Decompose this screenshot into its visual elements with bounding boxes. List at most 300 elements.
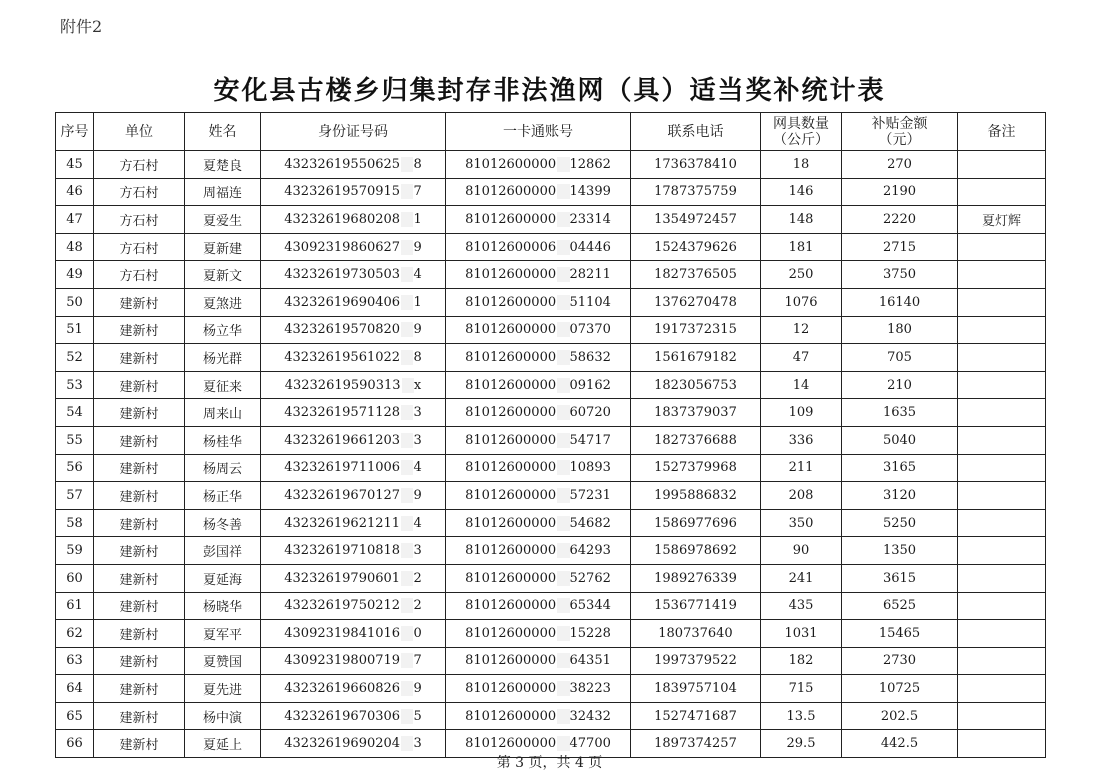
- redaction-mask: [401, 405, 413, 420]
- id-tail-part: 9: [413, 239, 422, 255]
- redaction-mask: [401, 598, 413, 613]
- card-tail-part: 64351: [569, 653, 611, 669]
- cell-phone: 1376270478: [631, 288, 761, 316]
- id-visible-part: 43232619710818: [284, 543, 401, 559]
- table-row: [56, 426, 1046, 454]
- cell-amount: 2220: [842, 206, 958, 234]
- cell-seq: 58: [56, 509, 94, 537]
- id-visible-part: 43232619670127: [284, 487, 401, 503]
- id-visible-part: 43232619690406: [284, 294, 401, 310]
- id-visible-part: 43232619550625: [284, 156, 401, 172]
- cell-name: 夏爱生: [185, 206, 261, 234]
- cell-unit: 建新村: [94, 675, 185, 703]
- page-footer: 第 3 页，共 4 页: [496, 755, 603, 771]
- cell-unit: 建新村: [94, 730, 185, 758]
- id-tail-part: 9: [413, 487, 422, 503]
- id-tail-part: 0: [413, 625, 422, 641]
- cell-qty: 211: [761, 454, 842, 482]
- cell-qty: 14: [761, 371, 842, 399]
- table-row: [56, 151, 1046, 179]
- cell-amount: 3120: [842, 482, 958, 510]
- table-row: [56, 344, 1046, 372]
- cell-name: 夏赞国: [185, 647, 261, 675]
- cell-unit: 建新村: [94, 647, 185, 675]
- redaction-mask: [557, 267, 569, 282]
- id-visible-part: 43232619561022: [284, 349, 401, 365]
- redaction-mask: [401, 267, 413, 282]
- cell-id: [261, 482, 446, 510]
- cell-card: [446, 620, 631, 648]
- cell-amount: 202.5: [842, 702, 958, 730]
- cell-amount: 442.5: [842, 730, 958, 758]
- redaction-mask: [557, 543, 569, 558]
- cell-seq: 48: [56, 233, 94, 261]
- header-card: 一卡通账号: [446, 113, 631, 151]
- cell-phone: 1837379037: [631, 399, 761, 427]
- id-tail-part: 4: [413, 515, 422, 531]
- id-tail-part: 4: [413, 267, 422, 283]
- card-visible-part: 81012600000: [465, 681, 557, 697]
- cell-seq: 51: [56, 316, 94, 344]
- cell-amount: 16140: [842, 288, 958, 316]
- cell-card: [446, 371, 631, 399]
- cell-remark: [958, 509, 1046, 537]
- id-tail-part: 3: [413, 432, 422, 448]
- redaction-mask: [557, 212, 569, 227]
- redaction-mask: [557, 516, 569, 531]
- cell-id: [261, 261, 446, 289]
- card-tail-part: 47700: [569, 736, 611, 752]
- cell-phone: 1561679182: [631, 344, 761, 372]
- table-row: [56, 620, 1046, 648]
- redaction-mask: [401, 709, 413, 724]
- cell-name: 夏延上: [185, 730, 261, 758]
- cell-phone: 1736378410: [631, 151, 761, 179]
- table-row: [56, 537, 1046, 565]
- redaction-mask: [401, 350, 413, 365]
- document-title: 安化县古楼乡归集封存非法渔网（具）适当奖补统计表: [213, 76, 886, 106]
- cell-qty: 13.5: [761, 702, 842, 730]
- cell-id: [261, 151, 446, 179]
- cell-qty: 250: [761, 261, 842, 289]
- header-net-qty-line1: 网具数量: [773, 115, 829, 132]
- cell-unit: 方石村: [94, 206, 185, 234]
- redaction-mask: [557, 598, 569, 613]
- redaction-mask: [401, 653, 413, 668]
- cell-name: 周福连: [185, 178, 261, 206]
- table-row: [56, 233, 1046, 261]
- table-row: [56, 564, 1046, 592]
- cell-name: 杨光群: [185, 344, 261, 372]
- card-tail-part: 38223: [569, 681, 611, 697]
- cell-remark: [958, 620, 1046, 648]
- redaction-mask: [401, 460, 413, 475]
- cell-remark: [958, 316, 1046, 344]
- redaction-mask: [557, 488, 569, 503]
- cell-id: [261, 371, 446, 399]
- id-visible-part: 43232619730503: [284, 267, 401, 283]
- cell-remark: [958, 261, 1046, 289]
- card-tail-part: 07370: [569, 322, 611, 338]
- header-phone: 联系电话: [631, 113, 761, 151]
- redaction-mask: [401, 736, 413, 751]
- redaction-mask: [557, 157, 569, 172]
- cell-id: [261, 426, 446, 454]
- redaction-mask: [557, 571, 569, 586]
- cell-seq: 65: [56, 702, 94, 730]
- cell-card: [446, 537, 631, 565]
- redaction-mask: [402, 378, 414, 393]
- card-tail-part: 54717: [569, 432, 611, 448]
- cell-remark: [958, 454, 1046, 482]
- cell-card: [446, 482, 631, 510]
- cell-amount: 210: [842, 371, 958, 399]
- cell-unit: 方石村: [94, 233, 185, 261]
- cell-phone: 1527379968: [631, 454, 761, 482]
- cell-unit: 建新村: [94, 702, 185, 730]
- card-tail-part: 52762: [569, 570, 611, 586]
- cell-phone: 1917372315: [631, 316, 761, 344]
- redaction-mask: [401, 571, 413, 586]
- table-row: [56, 647, 1046, 675]
- cell-amount: 1350: [842, 537, 958, 565]
- cell-name: 夏先进: [185, 675, 261, 703]
- redaction-mask: [557, 681, 569, 696]
- table-row: [56, 702, 1046, 730]
- cell-seq: 50: [56, 288, 94, 316]
- card-tail-part: 10893: [569, 460, 611, 476]
- card-visible-part: 81012600000: [465, 294, 557, 310]
- redaction-mask: [557, 626, 569, 641]
- cell-name: 夏新建: [185, 233, 261, 261]
- id-tail-part: 7: [413, 184, 422, 200]
- cell-remark: [958, 702, 1046, 730]
- redaction-mask: [401, 212, 413, 227]
- cell-unit: 建新村: [94, 344, 185, 372]
- id-visible-part: 43092319841016: [284, 625, 401, 641]
- card-tail-part: 14399: [569, 184, 611, 200]
- cell-qty: 350: [761, 509, 842, 537]
- cell-card: [446, 178, 631, 206]
- redaction-mask: [401, 626, 413, 641]
- cell-card: [446, 151, 631, 179]
- redaction-mask: [401, 488, 413, 503]
- cell-phone: 1354972457: [631, 206, 761, 234]
- id-tail-part: x: [413, 377, 422, 393]
- cell-seq: 64: [56, 675, 94, 703]
- cell-card: [446, 426, 631, 454]
- table-row: [56, 371, 1046, 399]
- cell-name: 杨周云: [185, 454, 261, 482]
- cell-seq: 52: [56, 344, 94, 372]
- cell-unit: 建新村: [94, 564, 185, 592]
- card-visible-part: 81012600000: [465, 515, 557, 531]
- cell-id: [261, 399, 446, 427]
- cell-amount: 15465: [842, 620, 958, 648]
- cell-name: 夏煞进: [185, 288, 261, 316]
- cell-phone: 1823056753: [631, 371, 761, 399]
- cell-card: [446, 261, 631, 289]
- table-row: [56, 482, 1046, 510]
- cell-seq: 59: [56, 537, 94, 565]
- card-visible-part: 81012600000: [465, 405, 557, 421]
- cell-phone: 1527471687: [631, 702, 761, 730]
- cell-name: 杨中演: [185, 702, 261, 730]
- cell-remark: [958, 151, 1046, 179]
- id-visible-part: 43232619570820: [284, 322, 401, 338]
- id-visible-part: 43232619590313: [284, 377, 401, 393]
- statistics-table: [55, 112, 1046, 758]
- cell-amount: 2730: [842, 647, 958, 675]
- card-visible-part: 81012600000: [465, 349, 557, 365]
- redaction-mask: [401, 157, 413, 172]
- cell-amount: 3750: [842, 261, 958, 289]
- cell-amount: 5040: [842, 426, 958, 454]
- cell-name: 夏延海: [185, 564, 261, 592]
- cell-name: 夏楚良: [185, 151, 261, 179]
- header-subsidy-line1: 补贴金额: [871, 115, 928, 132]
- card-tail-part: 04446: [569, 239, 611, 255]
- redaction-mask: [557, 295, 569, 310]
- id-visible-part: 43232619750212: [284, 598, 401, 614]
- cell-id: [261, 620, 446, 648]
- redaction-mask: [401, 516, 413, 531]
- cell-unit: 建新村: [94, 482, 185, 510]
- cell-amount: 6525: [842, 592, 958, 620]
- id-visible-part: 43232619570915: [284, 184, 401, 200]
- card-tail-part: 28211: [569, 267, 611, 283]
- cell-phone: 1787375759: [631, 178, 761, 206]
- cell-id: [261, 178, 446, 206]
- id-visible-part: 43232619790601: [284, 570, 401, 586]
- card-tail-part: 32432: [569, 708, 611, 724]
- redaction-mask: [557, 378, 569, 393]
- cell-name: 夏征来: [185, 371, 261, 399]
- cell-seq: 47: [56, 206, 94, 234]
- header-subsidy: [842, 113, 958, 151]
- cell-qty: 146: [761, 178, 842, 206]
- cell-id: [261, 316, 446, 344]
- redaction-mask: [557, 460, 569, 475]
- cell-id: [261, 206, 446, 234]
- cell-card: [446, 564, 631, 592]
- id-tail-part: 9: [413, 681, 422, 697]
- cell-remark: [958, 482, 1046, 510]
- cell-unit: 建新村: [94, 592, 185, 620]
- cell-card: [446, 454, 631, 482]
- card-visible-part: 81012600000: [465, 708, 557, 724]
- card-tail-part: 64293: [569, 543, 611, 559]
- cell-name: 杨正华: [185, 482, 261, 510]
- cell-remark: [958, 233, 1046, 261]
- redaction-mask: [557, 322, 569, 337]
- cell-card: [446, 206, 631, 234]
- card-tail-part: 15228: [569, 625, 611, 641]
- cell-remark: [958, 647, 1046, 675]
- cell-seq: 54: [56, 399, 94, 427]
- cell-remark: [958, 344, 1046, 372]
- cell-name: 彭国祥: [185, 537, 261, 565]
- table-body: [56, 151, 1046, 758]
- cell-card: [446, 288, 631, 316]
- cell-phone: 1897374257: [631, 730, 761, 758]
- cell-qty: 336: [761, 426, 842, 454]
- cell-id: [261, 647, 446, 675]
- cell-unit: 方石村: [94, 178, 185, 206]
- cell-phone: 1827376505: [631, 261, 761, 289]
- cell-id: [261, 509, 446, 537]
- redaction-mask: [557, 736, 569, 751]
- cell-amount: 3165: [842, 454, 958, 482]
- cell-qty: 90: [761, 537, 842, 565]
- cell-qty: 29.5: [761, 730, 842, 758]
- cell-amount: 705: [842, 344, 958, 372]
- cell-qty: 148: [761, 206, 842, 234]
- redaction-mask: [401, 240, 413, 255]
- cell-unit: 建新村: [94, 316, 185, 344]
- id-visible-part: 43232619621211: [284, 515, 401, 531]
- cell-unit: 建新村: [94, 399, 185, 427]
- header-net-qty-line2: （公斤）: [773, 131, 829, 148]
- redaction-mask: [401, 322, 413, 337]
- header-remark: 备注: [958, 113, 1046, 151]
- id-visible-part: 43092319800719: [284, 653, 401, 669]
- cell-name: 夏军平: [185, 620, 261, 648]
- cell-name: 杨立华: [185, 316, 261, 344]
- cell-amount: 5250: [842, 509, 958, 537]
- header-row: [56, 113, 1046, 151]
- cell-card: [446, 233, 631, 261]
- id-tail-part: 7: [413, 653, 422, 669]
- card-visible-part: 81012600000: [465, 377, 557, 393]
- cell-remark: [958, 288, 1046, 316]
- cell-remark: [958, 371, 1046, 399]
- header-subsidy-line2: （元）: [878, 131, 921, 148]
- id-tail-part: 4: [413, 460, 422, 476]
- redaction-mask: [401, 543, 413, 558]
- cell-remark: [958, 537, 1046, 565]
- card-visible-part: 81012600000: [465, 156, 557, 172]
- cell-phone: 1827376688: [631, 426, 761, 454]
- cell-remark: [958, 564, 1046, 592]
- cell-unit: 建新村: [94, 509, 185, 537]
- cell-phone: 1989276339: [631, 564, 761, 592]
- cell-remark: [958, 426, 1046, 454]
- id-tail-part: 9: [413, 322, 422, 338]
- cell-qty: 109: [761, 399, 842, 427]
- cell-id: [261, 592, 446, 620]
- card-tail-part: 57231: [569, 487, 611, 503]
- cell-seq: 49: [56, 261, 94, 289]
- table-row: [56, 288, 1046, 316]
- redaction-mask: [401, 681, 413, 696]
- cell-amount: 180: [842, 316, 958, 344]
- redaction-mask: [557, 709, 569, 724]
- card-visible-part: 81012600000: [465, 432, 557, 448]
- cell-card: [446, 509, 631, 537]
- cell-amount: 10725: [842, 675, 958, 703]
- cell-seq: 57: [56, 482, 94, 510]
- cell-id: [261, 344, 446, 372]
- table-row: [56, 399, 1046, 427]
- header-unit: 单位: [94, 113, 185, 151]
- id-visible-part: 43232619670306: [284, 708, 401, 724]
- cell-unit: 方石村: [94, 261, 185, 289]
- cell-seq: 60: [56, 564, 94, 592]
- cell-id: [261, 564, 446, 592]
- card-visible-part: 81012600000: [465, 487, 557, 503]
- cell-phone: 1839757104: [631, 675, 761, 703]
- card-visible-part: 81012600000: [465, 460, 557, 476]
- cell-qty: 241: [761, 564, 842, 592]
- redaction-mask: [557, 240, 569, 255]
- card-tail-part: 51104: [569, 294, 611, 310]
- redaction-mask: [401, 433, 413, 448]
- cell-unit: 建新村: [94, 620, 185, 648]
- id-tail-part: 1: [413, 211, 422, 227]
- cell-qty: 208: [761, 482, 842, 510]
- card-visible-part: 81012600000: [465, 598, 557, 614]
- id-visible-part: 43232619690204: [284, 736, 401, 752]
- cell-remark: [958, 399, 1046, 427]
- id-visible-part: 43092319860627: [284, 239, 401, 255]
- cell-phone: 1524379626: [631, 233, 761, 261]
- header-seq: 序号: [56, 113, 94, 151]
- cell-card: [446, 592, 631, 620]
- card-tail-part: 58632: [569, 349, 611, 365]
- redaction-mask: [401, 295, 413, 310]
- card-visible-part: 81012600000: [465, 267, 557, 283]
- cell-seq: 61: [56, 592, 94, 620]
- table-row: [56, 316, 1046, 344]
- cell-qty: 715: [761, 675, 842, 703]
- card-visible-part: 81012600000: [465, 211, 557, 227]
- cell-seq: 46: [56, 178, 94, 206]
- cell-name: 杨晓华: [185, 592, 261, 620]
- cell-id: [261, 675, 446, 703]
- cell-phone: 1995886832: [631, 482, 761, 510]
- cell-card: [446, 647, 631, 675]
- header-id: 身份证号码: [261, 113, 446, 151]
- cell-seq: 63: [56, 647, 94, 675]
- card-tail-part: 23314: [569, 211, 611, 227]
- cell-phone: 1586978692: [631, 537, 761, 565]
- cell-unit: 建新村: [94, 371, 185, 399]
- cell-seq: 45: [56, 151, 94, 179]
- cell-phone: 1586977696: [631, 509, 761, 537]
- id-tail-part: 3: [413, 405, 422, 421]
- cell-name: 杨冬善: [185, 509, 261, 537]
- cell-card: [446, 675, 631, 703]
- cell-seq: 66: [56, 730, 94, 758]
- cell-id: [261, 288, 446, 316]
- table-row: [56, 206, 1046, 234]
- cell-qty: 181: [761, 233, 842, 261]
- cell-amount: 1635: [842, 399, 958, 427]
- cell-unit: 方石村: [94, 151, 185, 179]
- cell-qty: 1076: [761, 288, 842, 316]
- card-visible-part: 81012600000: [465, 543, 557, 559]
- cell-qty: 18: [761, 151, 842, 179]
- table-row: [56, 261, 1046, 289]
- cell-id: [261, 702, 446, 730]
- cell-seq: 56: [56, 454, 94, 482]
- cell-phone: 180737640: [631, 620, 761, 648]
- cell-remark: 夏灯辉: [958, 206, 1046, 234]
- cell-amount: 2715: [842, 233, 958, 261]
- id-tail-part: 2: [413, 598, 422, 614]
- cell-qty: 12: [761, 316, 842, 344]
